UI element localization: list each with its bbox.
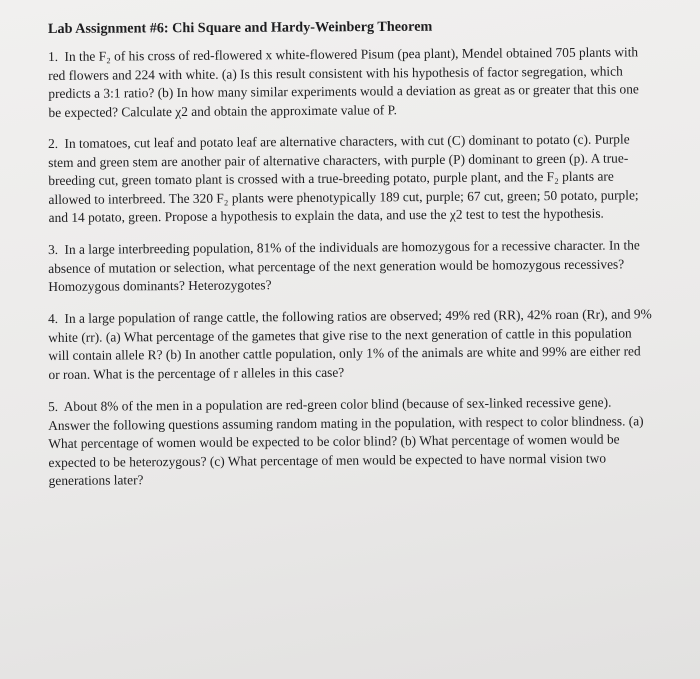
problem-5 [48, 393, 655, 491]
problem-text: In a large interbreeding population, 81% of the individuals are homozygous for a recessive character. In the absence of mutation or selection, what percentage of the next generation would be homozygous recessives? Homozygous dominants? Heterozygotes? [48, 237, 640, 295]
problem-text: In a large population of range cattle, the following ratios are observed; 49% red (RR), 42% roan (Rr), and 9% white (rr). (a) What percentage of the gametes that give rise to the next generation of cattle in this population will contain allele R? (b) In another cattle population, only 1% of the animals are white and 99% are either red or roan. What is the percentage of r alleles in this case? [48, 306, 652, 382]
page-title: Lab Assignment #6: Chi Square and Hardy-Weinberg Theorem [47, 18, 433, 37]
problem-text: In tomatoes, cut leaf and potato leaf are alternative characters, with cut (C) dominant to potato (c). Purple stem and green stem are another pair of alternative characters, with purple (P) dominant to green (p). A true-breeding cut, green tomato plant is crossed with a true-breeding potato, purple plant, and the F₂ plants are allowed to interbreed. The 320 F₂ plants were phenotypically 189 cut, purple; 67 cut, green; 50 potato, purple; and 14 potato, green. Propose a hypothesis to explain the data, and use the χ2 test to test the hypothesis. [48, 131, 639, 226]
problem-number: 1. [48, 48, 59, 64]
problem-number: 2. [48, 136, 59, 152]
problem-4 [48, 305, 655, 384]
problem-text: About 8% of the men in a population are red-green color blind (because of sex-linked recessive gene). Answer the following questions assuming random mating in the population, with respect to color blindness. (a) What percentage of women would be expected to be color blind? (b) What percentage of women would be expected to be heterozygous? (c) What percentage of men would be expected to have normal vision two generations later? [48, 394, 644, 488]
problem-number: 4. [48, 311, 59, 327]
problem-2 [48, 131, 655, 229]
problem-3 [48, 237, 654, 298]
problem-number: 5. [48, 398, 59, 414]
problem-text: In the F₂ of his cross of red-flowered x white-flowered Pisum (pea plant), Mendel obtained 705 plants with red flowers and 224 with white. (a) Is this result consistent with his hypothesis of factor segregation, which predicts a 3:1 ratio? (b) In how many similar experiments would a deviation as great as or greater that this one be expected? Calculate χ2 and obtain the approximate value of P. [48, 44, 639, 120]
problem-number: 3. [48, 242, 59, 258]
problem-1 [48, 43, 655, 122]
